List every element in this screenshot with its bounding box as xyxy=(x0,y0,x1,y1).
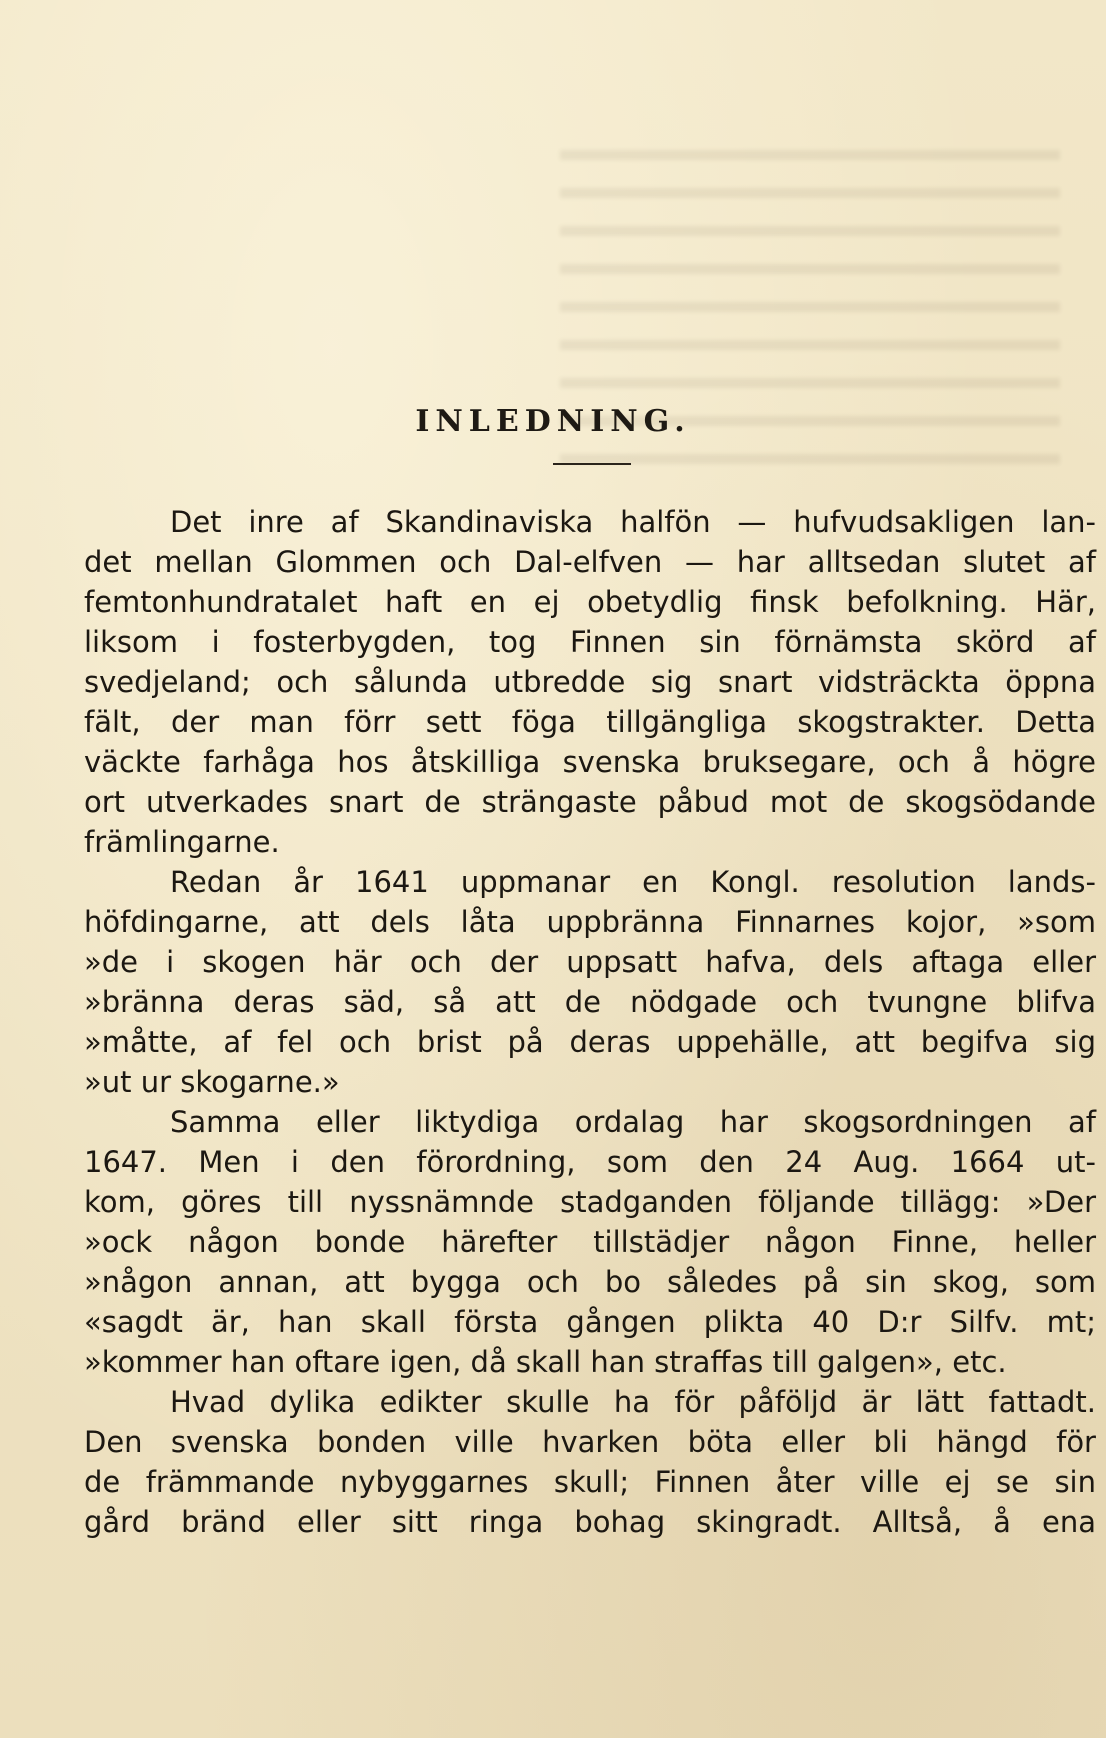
text-line: »kommer han oftare igen, då skall han straffas till galgen», etc. xyxy=(84,1345,1007,1379)
text-line: svedjeland; och sålunda utbredde sig snart vidsträckta öppna xyxy=(84,665,1096,699)
text-line: främlingarne. xyxy=(84,825,280,859)
paragraph-4 xyxy=(84,1382,1096,1542)
text-line: de främmande nybyggarnes skull; Finnen åter ville ej se sin xyxy=(84,1465,1096,1499)
text-line: 1647. Men i den förordning, som den 24 Aug. 1664 ut- xyxy=(84,1145,1096,1179)
text-line: Samma eller liktydiga ordalag har skogsordningen af xyxy=(170,1105,1096,1139)
text-line: Redan år 1641 uppmanar en Kongl. resolution lands- xyxy=(170,865,1096,899)
chapter-heading: INLEDNING. xyxy=(415,404,691,439)
paragraph-1 xyxy=(84,502,1096,862)
text-line: Den svenska bonden ville hvarken böta eller bli hängd för xyxy=(84,1425,1096,1459)
text-line: »ock någon bonde härefter tillstädjer någon Finne, heller xyxy=(84,1225,1096,1259)
text-line: »någon annan, att bygga och bo således på sin skog, som xyxy=(84,1265,1096,1299)
text-line: fält, der man förr sett föga tillgängliga skogstrakter. Detta xyxy=(84,705,1096,739)
paragraph-3 xyxy=(84,1102,1096,1382)
text-line: höfdingarne, att dels låta uppbränna Finnarnes kojor, »som xyxy=(84,905,1096,939)
text-line: »ut ur skogarne.» xyxy=(84,1065,340,1099)
text-line: kom, göres till nyssnämnde stadganden följande tillägg: »Der xyxy=(84,1185,1096,1219)
heading-rule xyxy=(553,463,631,465)
text-line: »bränna deras säd, så att de nödgade och tvungne blifva xyxy=(84,985,1096,1019)
text-line: väckte farhåga hos åtskilliga svenska bruksegare, och å högre xyxy=(84,745,1096,779)
text-line: «sagdt är, han skall första gången plikta 40 D:r Silfv. mt; xyxy=(84,1305,1096,1339)
text-line: det mellan Glommen och Dal-elfven — har alltsedan slutet af xyxy=(84,545,1096,579)
text-line: Hvad dylika edikter skulle ha för påföljd är lätt fattadt. xyxy=(170,1385,1096,1419)
text-line: Det inre af Skandinaviska halfön — hufvudsakligen lan- xyxy=(170,505,1096,539)
text-line: »de i skogen här och der uppsatt hafva, dels aftaga eller xyxy=(84,945,1096,979)
text-line: femtonhundratalet haft en ej obetydlig finsk befolkning. Här, xyxy=(84,585,1096,619)
body-text xyxy=(84,502,1096,1542)
text-line: »måtte, af fel och brist på deras uppehälle, att begifva sig xyxy=(84,1025,1096,1059)
paragraph-2 xyxy=(84,862,1096,1102)
text-line: gård bränd eller sitt ringa bohag skingradt. Alltså, å ena xyxy=(84,1505,1096,1539)
text-line: ort utverkades snart de strängaste påbud mot de skogsödande xyxy=(84,785,1096,819)
text-line: liksom i fosterbygden, tog Finnen sin förnämsta skörd af xyxy=(84,625,1096,659)
